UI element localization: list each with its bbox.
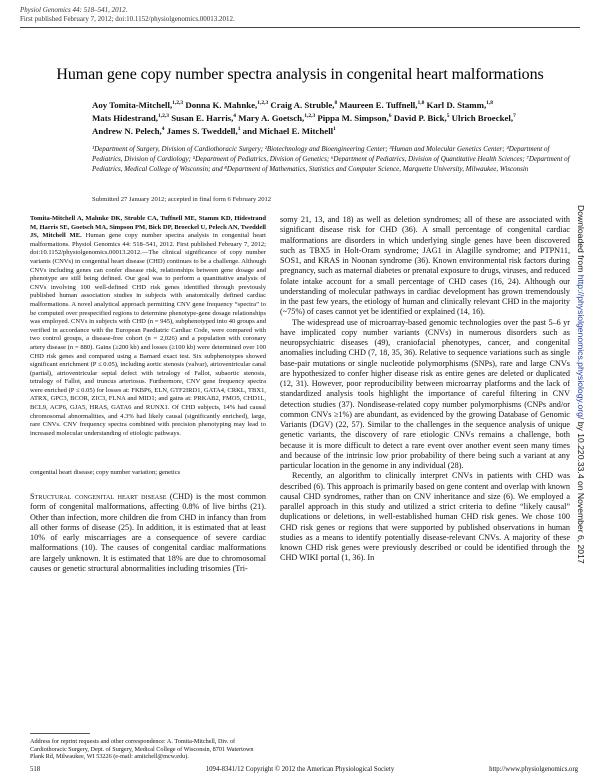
author-list xyxy=(92,98,572,137)
author-affiliation-marker: 1,2,3 xyxy=(304,112,316,119)
author-affiliation-marker: 6 xyxy=(388,112,392,119)
sidebar-prefix: Downloaded from xyxy=(576,205,586,275)
author-affiliation-marker: 1 xyxy=(333,125,336,132)
author-name-text: Pippa M. Simpson, xyxy=(317,112,389,123)
paragraph-2: The widespread use of microarray-based genomic technologies over the past 5–6 yr have implicated copy number variants (CNVs) in numerous disorders such as neuropsychiatric diseases (49), craniofacial phenotypes, cancer, and congenital anomalies including CHD (7, 18, 35, 36). Relative to sequence variations such as single base-pair mutations or single nucleotide polymorphisms (SNPs), rare and large CNVs are hypothesized to confer higher disease risk as entire genes are deleted or duplicated (12, 31). However, poor reproducibility between microarray platforms and the lack of standardized analysis tools highlight the importance of careful filtering in CNV detection studies (37). Nondisease-related copy number polymorphisms (CNPs and/or common CNVs ≥1%) are abundant, as evidenced by the growing Database of Genomic Variants (DGV) (22, 57). Similar to the challenges in the sequence analysis of unique genetic variants, the discovery of rare etiologic CNVs remains a challenge, both because it is more difficult to detect a rare event over another event seen many times and because of the intrinsic low prior probability of there being such a variant at any particular location in the genome in any individual (28). xyxy=(280,317,570,470)
author-name-text: Andrew N. Pelech, xyxy=(92,125,162,136)
author-affiliation-marker: 4 xyxy=(233,112,237,119)
copyright-line: 1094-8341/12 Copyright © 2012 the American Physiological Society xyxy=(205,766,395,773)
author-name-text: James S. Tweddell, xyxy=(166,125,238,136)
intro-lead: Structural congenital heart disease xyxy=(30,492,167,501)
author-affiliation-marker: 4 xyxy=(161,125,165,132)
author-name-text: Craig A. Struble, xyxy=(270,99,335,110)
paragraph-3: Recently, an algorithm to clinically interpret CNVs in patients with CHD was described (6). This approach is primarily based on gene content and overlap with known causal CHD syndromes, rather than on CNV inheritance and size (6). We employed a parallel approach in this study and utilized a strict criteria to define “likely causal” duplications or deletions, in well-established human CHD risk genes. We chose 100 CHD risk genes or regions that were supported by published observations in human studies as a means to identify potentially disease-relevant CNVs. A majority of these known CHD risk genes were previously described or could be identified through the CHD WIKI portal (1, 36). In xyxy=(280,471,570,563)
author-name xyxy=(171,113,236,123)
body-column-2 xyxy=(280,215,570,564)
author-name xyxy=(92,113,169,123)
author-affiliation-marker: 1,2,3 xyxy=(172,100,184,106)
author-name-text: Aoy Tomita-Mitchell, xyxy=(92,99,173,110)
author-name xyxy=(92,100,183,110)
header-rule xyxy=(20,27,580,28)
journal-url[interactable]: http://www.physiolgenomics.org xyxy=(489,766,578,773)
author-name xyxy=(167,126,241,136)
author-affiliation-marker: 1,8 xyxy=(486,100,494,106)
author-affiliation-marker: 1,2,3 xyxy=(257,100,269,106)
download-sidebar xyxy=(574,205,586,745)
sidebar-link[interactable]: http://physiolgenomics.physiology.org/ xyxy=(576,274,586,420)
first-published-line: First published February 7, 2012; doi:10.1152/physiolgenomics.00013.2012. xyxy=(20,15,235,23)
author-name-text: Mary A. Goetsch, xyxy=(238,112,305,123)
sidebar-suffix: by 10.220.33.4 on November 6, 2017 xyxy=(576,419,586,564)
author-name xyxy=(185,100,268,110)
author-name-text: Ulrich Broeckel, xyxy=(451,112,514,123)
author-name-text: Susan E. Harris, xyxy=(171,112,234,123)
page-number: 518 xyxy=(30,766,41,773)
author-affiliation-marker: 1,2,3 xyxy=(157,112,169,119)
journal-citation: Physiol Genomics 44: 518–541, 2012. xyxy=(20,6,128,14)
correspondence-footnote: Address for reprint requests and other correspondence: A. Tomita-Mitchell, Div. of Cardiothoracic Surgery, Dept. of Surgery, Medical College of Wisconsin, 8701 Watertown Plank Rd, Milwaukee, WI 53226 (e-mail: amitchell@mcw.edu). xyxy=(30,738,254,761)
paragraph-1: somy 21, 13, and 18) as well as deletion syndromes; all of these are associated with significant disease risk for CHD (36). A small percentage of congenital cardiac malformations are disorders in which underlying single genes have been discovered such as TBX5 in Holt-Oram syndrome; JAG1 in Alagille syndrome; and PTPN11, SOS1, and KRAS in Noonan syndrome (36). Known environmental risk factors during pregnancy, such as maternal diabetes or prenatal exposure to drugs, viruses, and reduced folate intake account for a small percentage of CHD cases (16, 24). Although our understanding of molecular pathways in cardiac development has grown tremendously in the past few years, the etiology of human and clinically relevant CHD in the majority (~75%) of cases cannot yet be identified or explained (14, 16). xyxy=(280,215,570,317)
author-name-text: Donna K. Mahnke, xyxy=(185,99,258,110)
author-name xyxy=(238,113,315,123)
abstract xyxy=(30,215,266,438)
author-affiliation-marker: 1 xyxy=(237,125,241,132)
author-name xyxy=(92,126,164,136)
abstract-body: Human gene copy number spectra analysis in congenital heart malformations. Physiol Genomics 44: 518–541, 2012. First published February 7, 2012; doi:10.1152/physiolgenomics.00013.2012.—The clinical significance of copy number variants (CNVs) in congenital heart disease (CHD) continues to be a challenge. Although CNVs including genes can confer disease risk, relationships between gene dosage and phenotype are still being defined. Our goal was to perform a quantitative analysis of CNVs involving 100 well-defined CHD risk genes identified through previously published human association studies in subjects with anatomically defined cardiac malformations. A novel analytical approach permitting CNV gene frequency “spectra” to be computed over prespecified regions to determine phenotype-gene dosage relationships was employed. CNVs in subjects with CHD (n = 945), subphenotyped into 40 groups and verified in accordance with the European Paediatric Cardiac Code, were compared with two control groups, a disease-free cohort (n = 2,026) and a population with coronary artery disease (n = 880). Gains (≥200 kb) and losses (≥100 kb) were determined over 100 CHD risk genes and compared using a Barnard exact test. Six subphenotypes showed significant enrichment (P ≤ 0.05), including aortic stenosis (valvar), atrioventricular canal (partial), atrioventricular septal defect with tetralogy of Fallot, subaortic stenosis, tetralogy of Fallot, and truncus arteriosus. Furthermore, CNV gene frequency spectra were enriched (P ≤ 0.05) for losses at: FKBP6, ELN, GTF2IRD1, GATA4, CRKL, TBX1, ATRX, GPC3, BCOR, ZIC3, FLNA and MID1; and gains at: PRKAB2, FMO5, CHD1L, BCL9, ACP6, GJA5, HRAS, GATA6 and RUNX1. Of CHD subjects, 14% had causal chromosomal abnormalities, and 4.3% had likely causal (significantly enriched), large, rare CNVs. CNV frequency spectra combined with precision phenotyping may lead to increased molecular understanding of etiologic pathways. xyxy=(30,232,267,437)
author-name-text: David P. Bick, xyxy=(393,112,447,123)
author-name xyxy=(452,113,516,123)
submission-dates: Submitted 27 January 2012; accepted in final form 6 February 2012 xyxy=(92,196,272,203)
intro-column-1 xyxy=(30,492,266,574)
author-name xyxy=(243,126,336,136)
author-affiliation-marker: 7 xyxy=(513,112,516,119)
intro-text: (CHD) is the most common form of congenital malformations, affecting 0.8% of live births (21). Other than infection, more children die from CHD in infancy than from all other forms of disease (25). In addition, it is estimated that at least 10% of early miscarriages are a consequence of severe cardiac malformations (10). The causes of congenital cardiac malformations are largely unknown. It is estimated that 18% are due to chromosomal causes or genetic structural abnormalities including trisomies (Tri- xyxy=(30,492,266,573)
author-affiliation-marker: 5 xyxy=(446,112,450,119)
author-affiliation-marker: 8 xyxy=(334,100,338,106)
affiliations: ¹Department of Surgery, Division of Cardiothoracic Surgery; ²Biotechnology and Bioengineering Center; ³Human and Molecular Genetics Center; ⁴Department of Pediatrics, Division of Cardiology; ⁵Department of Pediatrics, Division of Genetics; ⁶Department of Pediatrics, Division of Quantitative Health Sciences; ⁷Department of Pediatrics, Medical College of Wisconsin; and ⁸Department of Mathematics, Statistics and Computer Science, Marquette University, Milwaukee, Wisconsin xyxy=(92,145,570,174)
author-name-text: Mats Hidestrand, xyxy=(92,112,158,123)
abstract-citation-authors: Tomita-Mitchell A, Mahnke DK, Struble CA, Tuffnell ME, Stamm KD, Hidestrand M, Harris SE, Goetsch MA, Simpson PM, Bick DP, Broeckel U, Pelech AN, Tweddell JS, Mitchell ME. xyxy=(30,215,266,240)
footnote-rule xyxy=(30,733,90,734)
article-title: Human gene copy number spectra analysis in congenital heart malformations xyxy=(56,66,544,83)
author-affiliation-marker: 1,8 xyxy=(417,100,425,106)
author-name-text: and Michael E. Mitchell xyxy=(242,125,334,136)
author-name xyxy=(270,100,337,110)
author-name xyxy=(394,113,450,123)
author-name-text: Karl D. Stamm, xyxy=(426,99,487,110)
keywords: congenital heart disease; copy number variation; genetics xyxy=(30,469,181,476)
author-name xyxy=(317,113,391,123)
author-name-text: Maureen E. Tuffnell, xyxy=(339,99,418,110)
author-name xyxy=(427,100,494,110)
author-name xyxy=(339,100,424,110)
journal-header xyxy=(20,6,235,24)
